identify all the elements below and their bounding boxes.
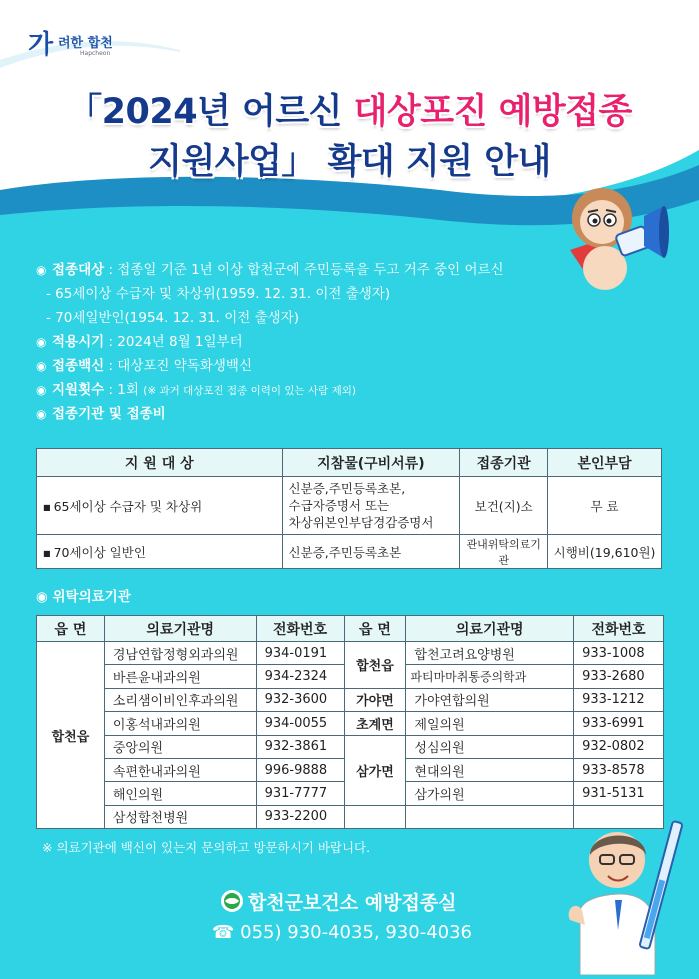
header-tel: 전화번호 [256, 616, 344, 642]
clinic-tel: 933-8578 [574, 758, 664, 781]
footnote: ※ 의료기관에 백신이 있는지 문의하고 방문하시기 바랍니다. [42, 840, 371, 855]
logo-text: 려한 합천 [58, 36, 113, 51]
info-vaccine-key: 접종백신 [52, 358, 105, 374]
clinic-name: 이홍석내과의원 [104, 712, 256, 735]
mascot-megaphone-illustration [560, 180, 670, 295]
clinic-table [36, 615, 664, 829]
clinic-name: 성심의원 [406, 735, 574, 758]
square-icon: ■ [43, 548, 51, 558]
area-cell: 삼가면 [344, 735, 406, 805]
row-cost: 시행비(19,610원) [548, 535, 662, 569]
title-line-1-pre: 「2024년 어르신 [67, 92, 354, 132]
row-org: 보건(지)소 [460, 477, 548, 535]
info-vaccine-text: : 대상포진 약독화생백신 [104, 358, 253, 374]
logo-mark: 가 [28, 30, 54, 60]
support-table-header [37, 449, 662, 477]
header-org: 접종기관 [460, 449, 548, 477]
info-count-note: (※ 과거 대상포진 접종 이력이 있는 사람 제외) [143, 385, 357, 397]
clinic-name: 바른윤내과의원 [104, 665, 256, 688]
clinic-tel: 934-2324 [256, 665, 344, 688]
clinic-tel: 933-2680 [574, 665, 664, 688]
clinic-name: 속편한내과의원 [104, 758, 256, 781]
header-docs: 지참물(구비서류) [282, 449, 460, 477]
hapcheon-logo [28, 24, 128, 58]
clinic-tel: 933-2200 [256, 805, 344, 828]
clinic-tel: 934-0055 [256, 712, 344, 735]
clinic-name-empty [406, 805, 574, 828]
footer-org-text: 합천군보건소 예방접종실 [248, 892, 457, 914]
table-row [37, 712, 664, 735]
bullet-icon: ◉ [36, 263, 47, 277]
info-fee [36, 402, 576, 426]
clinic-tel: 932-3600 [256, 688, 344, 711]
clinic-name: 소리샘이비인후과의원 [104, 688, 256, 711]
clinic-tel: 933-6991 [574, 712, 664, 735]
header-tel: 전화번호 [574, 616, 664, 642]
clinic-tel: 934-0191 [256, 642, 344, 665]
clinic-tel: 931-7777 [256, 782, 344, 805]
area-cell: 합천읍 [37, 642, 105, 829]
bullet-icon: ◉ [36, 335, 47, 349]
info-target-sub-2: - 70세일반인(1954. 12. 31. 이전 출생자) [46, 310, 299, 326]
clinic-name: 중앙의원 [104, 735, 256, 758]
header-area: 읍 면 [37, 616, 105, 642]
clinic-name: 현대의원 [406, 758, 574, 781]
title-line-2: 지원사업」 확대 지원 안내 [148, 142, 551, 182]
row-docs-line: 차상위본인부담경감증명서 [288, 515, 434, 530]
title-highlight: 대상포진 예방접종 [353, 92, 632, 132]
header-name: 의료기관명 [406, 616, 574, 642]
health-center-logo-icon [220, 889, 244, 913]
info-count [36, 378, 576, 402]
header-name: 의료기관명 [104, 616, 256, 642]
section-consigned-clinics [36, 585, 131, 605]
row-target [37, 535, 283, 569]
clinic-tel: 932-0802 [574, 735, 664, 758]
bullet-icon: ◉ [36, 589, 48, 605]
clinic-name: 삼성합천병원 [104, 805, 256, 828]
row-target [37, 477, 283, 535]
clinic-table-header [37, 616, 664, 642]
clinic-name: 제일의원 [406, 712, 574, 735]
clinic-tel: 996-9888 [256, 758, 344, 781]
table-row [37, 735, 664, 758]
info-target-sub-1: - 65세이상 수급자 및 차상위(1959. 12. 31. 이전 출생자) [46, 286, 391, 302]
table-row [37, 642, 664, 665]
info-target-text: : 접종일 기준 1년 이상 합천군에 주민등록을 두고 거주 중인 어르신 [104, 262, 504, 278]
doctor-syringe-illustration [560, 800, 690, 975]
info-target-key: 접종대상 [52, 262, 105, 278]
info-vaccine [36, 354, 576, 378]
info-period-text: : 2024년 8월 1일부터 [104, 334, 243, 350]
section-title: 위탁의료기관 [52, 589, 131, 605]
clinic-name: 파티마마취통증의학과 [406, 665, 574, 688]
table-row [37, 688, 664, 711]
info-fee-key: 접종기관 및 접종비 [52, 406, 166, 422]
row-docs: 신분증,주민등록초본 [282, 535, 460, 569]
clinic-name: 경남연합정형외과의원 [104, 642, 256, 665]
bullet-icon: ◉ [36, 359, 47, 373]
area-cell: 합천읍 [344, 642, 406, 689]
title-line-1 [0, 84, 699, 134]
bullet-icon: ◉ [36, 407, 47, 421]
square-icon: ■ [43, 502, 51, 512]
table-row [37, 477, 662, 535]
info-target [36, 258, 576, 282]
bullet-icon: ◉ [36, 383, 47, 397]
clinic-tel: 931-5131 [574, 782, 664, 805]
info-period [36, 330, 576, 354]
info-count-key: 지원횟수 [52, 382, 105, 398]
info-count-text: : 1회 [104, 382, 144, 398]
area-cell: 초계면 [344, 712, 406, 735]
row-target-text: 65세이상 수급자 및 차상위 [53, 498, 203, 514]
header-target: 지 원 대 상 [37, 449, 283, 477]
clinic-name: 가야연합의원 [406, 688, 574, 711]
clinic-name: 합천고려요양병원 [406, 642, 574, 665]
header-area: 읍 면 [344, 616, 406, 642]
row-target-text: 70세이상 일반인 [53, 544, 146, 560]
area-cell: 가야면 [344, 688, 406, 711]
logo-sub: Hapcheon [80, 50, 111, 57]
row-org: 관내위탁의료기관 [460, 535, 548, 569]
row-cost: 무 료 [548, 477, 662, 535]
clinic-tel: 933-1008 [574, 642, 664, 665]
clinic-name: 삼가의원 [406, 782, 574, 805]
info-period-key: 적용시기 [52, 334, 105, 350]
support-table [36, 448, 662, 569]
footer-phone: ☎ 055) 930-4035, 930-4036 [212, 922, 473, 943]
row-docs-line: 신분증,주민등록초본, [288, 481, 406, 496]
table-row [37, 535, 662, 569]
row-docs [282, 477, 460, 535]
footer-org [220, 888, 457, 915]
clinic-tel: 933-1212 [574, 688, 664, 711]
clinic-name: 해인의원 [104, 782, 256, 805]
info-list [36, 258, 576, 426]
clinic-tel: 932-3861 [256, 735, 344, 758]
header-cost: 본인부담 [548, 449, 662, 477]
area-cell-empty [344, 805, 406, 828]
row-docs-line: 수급자증명서 또는 [288, 498, 390, 513]
